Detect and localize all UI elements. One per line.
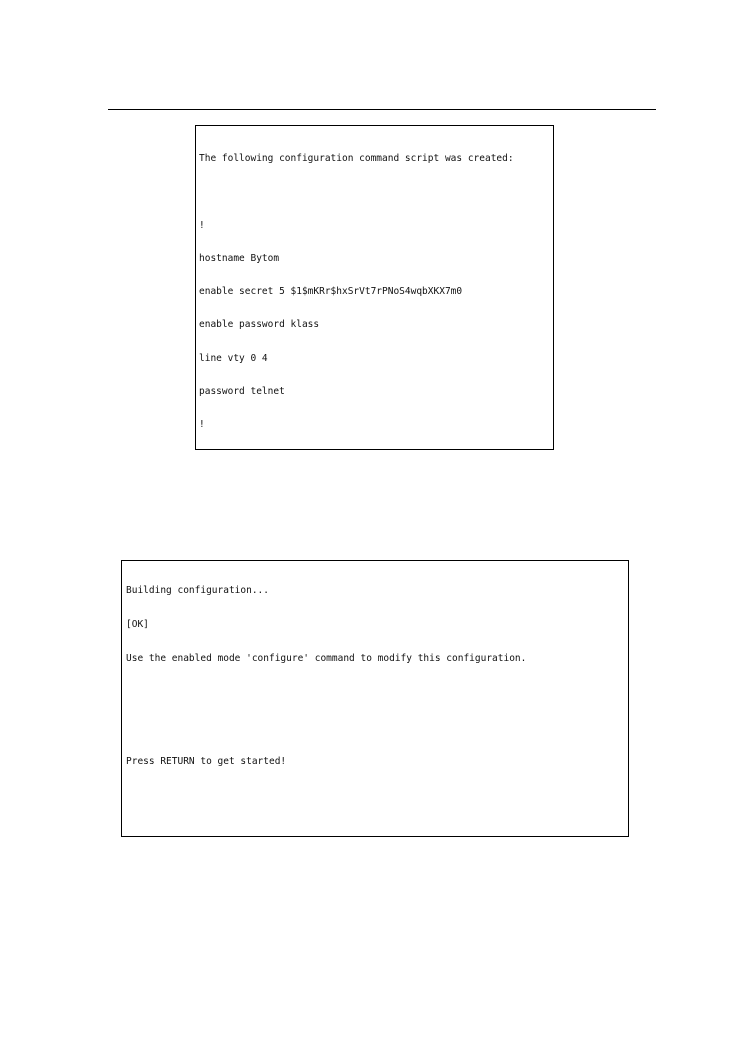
console-line: Building configuration... (126, 585, 269, 596)
script-line: line vty 0 4 (199, 352, 268, 364)
console-line (126, 824, 628, 836)
console-line: Use the enabled mode 'configure' command to modify this configuration. (126, 653, 527, 665)
console-line (126, 688, 628, 700)
script-line: enable secret 5 $1$mKRr$hxSrVt7rPNoS4wqbXKX7m0 (199, 286, 463, 298)
console-line (126, 722, 628, 734)
script-line: ! (199, 419, 205, 431)
console-line: Press RETURN to get started! (126, 755, 287, 767)
script-line: hostname Bytom (199, 252, 280, 264)
script-line: ! (199, 219, 205, 231)
script-line: enable password klass (199, 319, 320, 331)
console-output-panel (121, 560, 629, 837)
script-line (199, 186, 553, 197)
console-line (126, 790, 628, 802)
script-line: The following configuration command script was created: (199, 153, 514, 164)
script-line: password telnet (199, 386, 285, 398)
console-line: [OK] (126, 619, 149, 631)
header-rule (108, 109, 656, 110)
setup-config-script-panel (195, 125, 554, 450)
